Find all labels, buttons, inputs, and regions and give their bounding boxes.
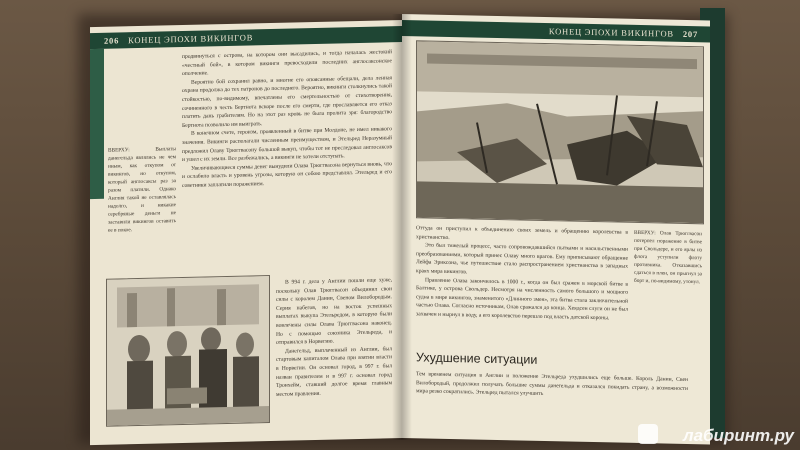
paragraph: Оттуда он приступил к объединению своих земель и обращению королевства в христианство. [416, 225, 628, 241]
left-running-head [90, 26, 402, 49]
right-page-number: 207 [682, 28, 698, 40]
paragraph: Данегельд, выплаченный из Англии, был стартовым капиталом Олава при взятии власти в Норвегии. Он основал город, в 997 г. был назван правителем и в 997 г. основал город Тронхейм, ставший долгое время главным местом правления. [276, 345, 392, 398]
right-page [402, 14, 710, 444]
watermark-logo-icon [638, 424, 658, 444]
right-main-text [416, 224, 628, 348]
left-sidebar-caption: ВВЕРХУ: Выплаты данегельда являлись не чем иным, как откупом от викингов, но откупом, который англосаксы раз за разом платили. Однако Англия такой не оставлялась надолго, и никакие серебряные деньги не заставили викингов оставить ее в покое. [108, 146, 176, 234]
watermark: лабиринт.ру [683, 426, 794, 445]
right-sidebar-caption: ВВЕРХУ: Олав Трюггвасон потерпел поражение в битве при Свольдере, и его ярлы из флота уступили флоту противника. Отказавшись сдаться в плен, он прыгнул за борт и, по-видимому, утонул. [634, 229, 702, 286]
right-running-head [402, 20, 710, 42]
left-page-green-margin [90, 49, 104, 199]
engraving-image [107, 276, 269, 426]
left-main-text [182, 48, 392, 271]
left-running-head-text: КОНЕЦ ЭПОХИ ВИКИНГОВ [128, 32, 254, 46]
paragraph: Правление Олава закончилось в 1000 г., когда он был сражен в морской битве в Балтике, у острова Свольдер. Несмотря на численность самого большого и мощного судна в мире викингов, знаменитого «Длинного змея», эта битва стала заключительной частью Олава. Согласно источникам, Олав сражался до конца. Хеядсен слуги он не был захвачен и нырнул в воду, а его королевство перешло под власть датской короны. [416, 277, 628, 322]
right-illustration [416, 40, 704, 224]
paragraph: В конечном счете, героизм, проявленный в битве при Молдоне, не имел никакого значения. Викинги располагали численным преимуществом, и Этельред Неразумный предложил Олаву Трюггвасону большой выкуп, чтобы тот не преследовал англосаксов и ушел с их земли. Все разбежались, а викинги не хотели отступать. [182, 126, 392, 164]
paragraph: В 994 г. дела у Англии пошли еще хуже, поскольку Олав Трюггвасон объединил свои силы с королем Дании, Свеном Вилобородым. Серия набегов, но на восток успешных выплатах выкупа Этельредом, в которую были вовлечены силы Олава Трюггвасона наконец. Но с помощью союзника Этельреда, и отправился в Норвегию. [276, 277, 392, 347]
paragraph: Тем временем ситуация в Англии и положение Этельреда ухудшились еще больше. Король Дании, Свен Вилобородый, продолжил получать большие суммы данегельда и отказался покидать страну, а возможности мира резко сократились. Этельред пытался улучшить [416, 371, 688, 398]
battle-engraving-image [417, 41, 703, 223]
left-page-number: 206 [104, 35, 120, 46]
section-title: Ухудшение ситуации [416, 350, 538, 367]
left-illustration [106, 275, 270, 427]
paragraph: Вероятно бой сохранил равно, и многие его опоясанные обещали, дела ленная охрана продолжа до тех патронов до последнего. Вероятно, викинги столкнулись такой стойкостью, по-видимому, впечатлены его смертельностью от стихотворения, сочиненного в честь Бертнота вскоре после его смерти, где прославляется его отказ платить дань грабителям. Но на этот раз кровь не была пролита зря: благородство Бертнота позволило им выиграть. [182, 75, 392, 129]
paragraph: продвинуться с острова, на котором они высадились, и тогда началась жестокий «честный бой», в котором викинги превосходили последних англосаксонское ополчение. [182, 49, 392, 78]
paragraph: Это был тяжелый процесс, часто сопровождавшийся пытками и насильственными преобразованиями, который принес Олаву много врагов. Ему приписывают обращение Лейфа Эриксона, чье путешествие стало распространением христианства в западных краях мира викингов. [416, 242, 628, 276]
right-running-head-text: КОНЕЦ ЭПОХИ ВИКИНГОВ [548, 26, 674, 39]
book-gutter [392, 14, 412, 440]
paragraph: Увеличивающиеся суммы денег вынудили Олава Трюггвасона вернуться вновь, что и ослабило власть и уровень угрозы, которую он собою представлял. Этельред и его советники заплатили поражением. [182, 160, 392, 189]
left-lower-text [276, 276, 392, 429]
left-page [90, 20, 402, 445]
